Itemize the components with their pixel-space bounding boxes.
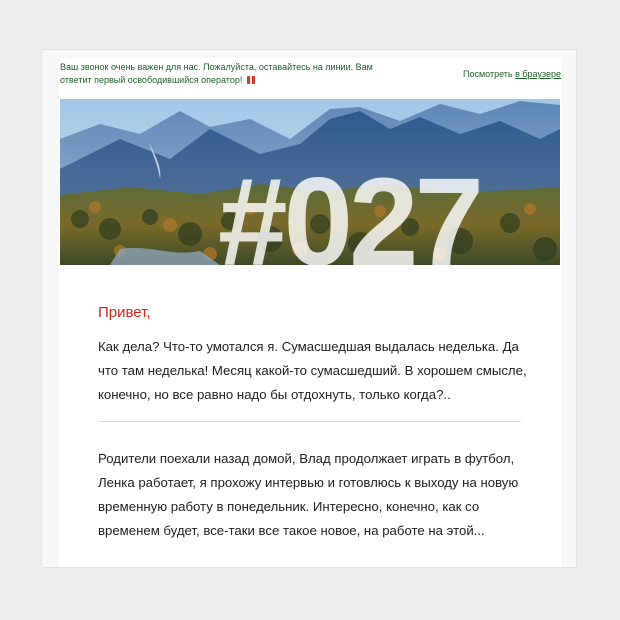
email-card — [41, 49, 577, 568]
gift-icon — [247, 76, 255, 84]
paragraph-intro: Как дела? Что-то умотался я. Сумасшедшая выдалась неделька. Да что там неделька! Месяц какой-то сумасшедший. В хорошем смысле, конечно, но все равно надо бы отдохнуть, только когда?.. — [98, 339, 527, 402]
preheader — [59, 61, 561, 93]
preheader-message-text: Ваш звонок очень важен для нас. Пожалуйста, оставайтесь на линии. Вам ответит первый освободившийся оператор! — [60, 62, 373, 85]
preheader-message — [60, 61, 390, 87]
greeting: Привет, — [98, 304, 151, 321]
divider — [98, 421, 521, 422]
paragraph-news: Родители поехали назад домой, Влад продолжает играть в футбол, Ленка работает, я прохожу интервью и готовлюсь к выходу на новую временную работу в понедельник. Интересно, конечно, как со временем будет, все-таки все такое новое, на работе на этой... — [98, 451, 519, 538]
hero-banner — [60, 99, 560, 265]
newsletter-email — [59, 58, 561, 568]
issue-number: #027 — [218, 153, 481, 265]
view-in-browser-prefix: Посмотреть — [462, 69, 516, 79]
view-in-browser-link[interactable]: в браузере — [515, 69, 561, 79]
hero-landscape-image — [60, 99, 560, 265]
view-in-browser — [463, 68, 561, 81]
